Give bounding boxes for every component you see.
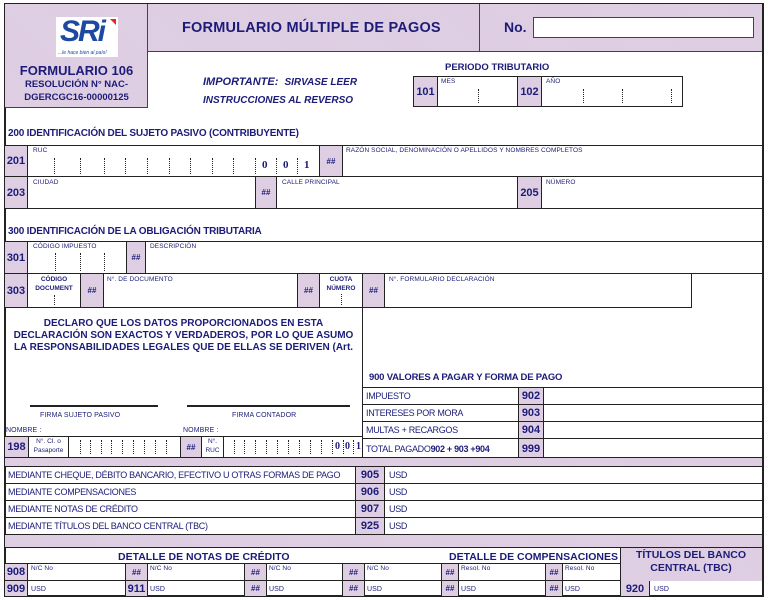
- ruc-c-sep-11: [343, 440, 344, 454]
- usd-marker-3: ##: [244, 581, 267, 596]
- documento-code: 303: [5, 274, 28, 307]
- multas-label: MULTAS + RECARGOS: [366, 425, 458, 435]
- anio-code: 102: [517, 77, 542, 106]
- tbc-title: [620, 549, 762, 575]
- payment-label-925: MEDIANTE TÍTULOS DEL BANCO CENTRAL (TBC): [5, 518, 356, 534]
- resolution-line1: RESOLUCIÓN N° NAC-: [24, 79, 129, 90]
- important-keyword: IMPORTANTE:: [203, 76, 279, 88]
- usd-marker-6: ##: [545, 581, 563, 596]
- payment-input-925[interactable]: [410, 519, 758, 533]
- payment-methods-table: [5, 467, 762, 535]
- descripcion-input[interactable]: [149, 254, 759, 272]
- sri-logo-text: SRi: [60, 15, 105, 48]
- resol-marker-2: ##: [545, 564, 563, 580]
- impuesto-input[interactable]: [547, 389, 759, 403]
- id-label-line1: N°. CI. o: [36, 438, 61, 445]
- resol-label-2: Resol. No: [565, 565, 595, 572]
- payment-label-905: MEDIANTE CHEQUE, DÉBITO BANCARIO, EFECTIVO U OTRAS FORMAS DE PAGO: [5, 467, 356, 483]
- usd-label-5: USD: [461, 586, 477, 593]
- nombre-contador-label: NOMBRE :: [183, 427, 219, 434]
- payment-input-907[interactable]: [410, 502, 758, 516]
- payment-row-907: [5, 501, 762, 518]
- cuota-sep: [341, 294, 342, 305]
- logo-accent-icon: [110, 19, 116, 25]
- form-decl-label: N°. FORMULARIO DECLARACIÓN: [389, 276, 495, 283]
- mes-code: 101: [414, 77, 438, 106]
- ciudad-label: CIUDAD: [33, 179, 59, 186]
- codigo-impuesto-code: 301: [5, 242, 28, 273]
- firma-sujeto-line[interactable]: [30, 405, 158, 407]
- code-909: 909: [5, 581, 28, 596]
- usd-input-911[interactable]: [168, 582, 242, 595]
- descripcion-label: DESCRIPCIÓN: [150, 243, 197, 250]
- declaration-line3: LA RESPONSABILIDADES LEGALES QUE DE ELLAS SE DERIVEN (Art.: [13, 342, 354, 353]
- nc-input-4[interactable]: [396, 565, 439, 579]
- periodo-title: PERIODO TRIBUTARIO: [445, 62, 550, 73]
- total-formula: 902 + 903 +904: [430, 443, 490, 454]
- usd-label-4: USD: [367, 586, 383, 593]
- numero-label: NÚMERO: [546, 179, 576, 186]
- firma-sujeto-label: FIRMA SUJETO PASIVO: [40, 412, 121, 419]
- payment-row-906: [5, 484, 762, 501]
- razon-label: RAZÓN SOCIAL, DENOMINACIÓN O APELLIDOS Y NOMBRES COMPLETOS: [346, 147, 583, 154]
- payment-code-906: 906: [356, 484, 385, 500]
- form-decl-marker: ##: [363, 274, 385, 307]
- usd-input-909[interactable]: [48, 582, 123, 595]
- separator-band-2: [5, 535, 762, 548]
- payment-row-925: [5, 518, 762, 535]
- nc-input-3[interactable]: [298, 565, 340, 579]
- declaration-text: [5, 318, 362, 354]
- anio-input[interactable]: [545, 86, 681, 104]
- form-title: FORMULARIO MÚLTIPLE DE PAGOS: [182, 20, 441, 36]
- declaration-line1: DECLARO QUE LOS DATOS PROPORCIONADOS EN ESTA: [43, 318, 324, 329]
- numero-code: 205: [517, 177, 542, 208]
- intereses-label: INTERESES POR MORA: [366, 408, 464, 418]
- usd-input-6[interactable]: [583, 582, 618, 595]
- code-911: 911: [125, 581, 148, 596]
- resol-input-2[interactable]: [603, 565, 618, 579]
- payment-row-905: [5, 467, 762, 484]
- nc-label-3: N/C No: [269, 565, 291, 572]
- ruc-c-digit-0b: 0: [345, 441, 350, 452]
- tbc-title-line2: CENTRAL (TBC): [650, 562, 732, 574]
- section-900-table: [363, 387, 762, 458]
- nc-marker-3: ##: [244, 564, 267, 580]
- cuota-line2: NÚMERO: [326, 285, 356, 292]
- form-name: FORMULARIO 106: [19, 63, 134, 78]
- ruc-c-digit-0a: 0: [335, 441, 340, 452]
- ruc-contador-input[interactable]: [226, 439, 330, 455]
- usd-label-1: USD: [31, 586, 47, 593]
- firma-contador-label: FIRMA CONTADOR: [232, 412, 297, 419]
- ruc-contador-marker: ##: [180, 437, 202, 457]
- total-code: 999: [518, 439, 544, 458]
- descripcion-marker: ##: [126, 242, 146, 273]
- row-902: [363, 387, 762, 404]
- notas-title: DETALLE DE NOTAS DE CRÉDITO: [118, 551, 290, 563]
- row-999: [363, 438, 762, 458]
- id-code: 198: [5, 437, 29, 457]
- ruc-contador-line1: N°.: [207, 438, 218, 445]
- calle-principal-input[interactable]: [280, 189, 516, 207]
- usd-input-5[interactable]: [479, 582, 543, 595]
- usd-label-3: USD: [269, 586, 285, 593]
- payment-label-906: MEDIANTE COMPENSACIONES: [5, 484, 356, 500]
- intereses-code: 903: [518, 405, 544, 421]
- usd-input-3[interactable]: [287, 582, 340, 595]
- ruc-digit-1: 1: [304, 159, 310, 171]
- calle-label: CALLE PRINCIPAL: [282, 179, 340, 186]
- payment-currency-907: USD: [389, 504, 408, 514]
- section-200-title: 200 IDENTIFICACIÓN DEL SUJETO PASIVO (CONTRIBUYENTE): [8, 128, 299, 139]
- formulario-declaracion-input[interactable]: [388, 287, 688, 305]
- ruc-sep-11: [276, 158, 277, 174]
- usd-label-2: USD: [150, 586, 166, 593]
- important-label: [203, 76, 357, 88]
- nc-input-1[interactable]: [60, 565, 123, 579]
- ruc-c-sep-10: [332, 440, 333, 454]
- total-input[interactable]: [547, 441, 759, 456]
- codigo-doc-line1: CÓDIGO: [40, 276, 68, 283]
- compensaciones-title: DETALLE DE COMPENSACIONES: [449, 551, 618, 563]
- codigo-documento-label: [28, 275, 80, 293]
- resol-input-1[interactable]: [500, 565, 543, 579]
- ruc-sep-10: [255, 158, 256, 174]
- section-300-title: 300 IDENTIFICACIÓN DE LA OBLIGACIÓN TRIBUTARIA: [8, 226, 262, 237]
- nombre-sujeto-label: NOMBRE :: [6, 427, 42, 434]
- ruc-contador-label: [202, 437, 224, 457]
- ruc-code: 201: [5, 146, 28, 176]
- firma-contador-line[interactable]: [187, 405, 350, 407]
- separator-band-1: [5, 457, 762, 467]
- id-label-line2: Pasaporte: [33, 447, 64, 454]
- calle-marker: ##: [255, 177, 277, 208]
- mes-label: MES: [441, 78, 456, 85]
- codigo-impuesto-label: CÓDIGO IMPUESTO: [33, 243, 97, 250]
- resolution-line2: DGERCGC16-00000125: [24, 92, 129, 103]
- ciudad-input[interactable]: [31, 189, 253, 207]
- ciudad-code: 203: [5, 177, 28, 208]
- cuota-line1: CUOTA: [329, 276, 353, 283]
- cuota-label: [320, 275, 362, 293]
- nc-input-2[interactable]: [180, 565, 242, 579]
- codigo-doc-line2: DOCUMENT: [35, 285, 73, 292]
- nc-label-4: N/C No: [367, 565, 389, 572]
- anio-label: AÑO: [546, 78, 561, 85]
- usd-input-4[interactable]: [385, 582, 439, 595]
- numero-input[interactable]: [545, 189, 759, 207]
- resol-marker-1: ##: [441, 564, 459, 580]
- nc-marker-4: ##: [342, 564, 365, 580]
- ndoc-label: N°. DE DOCUMENTO: [107, 276, 173, 283]
- resol-label-1: Resol. No: [461, 565, 491, 572]
- payment-currency-925: USD: [389, 521, 408, 531]
- nc-marker-2: ##: [125, 564, 148, 580]
- payment-code-907: 907: [356, 501, 385, 517]
- multas-code: 904: [518, 422, 544, 438]
- multas-input[interactable]: [547, 423, 759, 437]
- payment-input-905[interactable]: [410, 468, 758, 482]
- ruc-digit-0b: 0: [283, 159, 289, 171]
- total-label-text: TOTAL PAGADO: [366, 443, 431, 454]
- usd-label-tbc: USD: [654, 586, 670, 593]
- ruc-contador-line2: RUC: [205, 447, 220, 454]
- tbc-title-line1: TÍTULOS DEL BANCO: [635, 549, 747, 561]
- cuota-marker: ##: [297, 274, 320, 307]
- declaration-line2: DECLARACIÓN SON EXACTOS Y VERDADEROS, POR LO QUE ASUMO: [13, 330, 354, 341]
- important-text-2: INSTRUCCIONES AL REVERSO: [203, 95, 354, 106]
- mes-input[interactable]: [440, 86, 516, 104]
- razon-social-input[interactable]: [346, 157, 758, 175]
- codigo-doc-sep: [54, 295, 55, 305]
- impuesto-label: IMPUESTO: [366, 391, 411, 401]
- ndoc-marker: ##: [80, 274, 104, 307]
- ruc-sep-12: [297, 158, 298, 174]
- total-label: [363, 439, 518, 458]
- ruc-c-sep-12: [353, 440, 354, 454]
- cedula-pasaporte-input[interactable]: [71, 439, 179, 455]
- title-divider: [479, 4, 480, 52]
- payment-label-907: MEDIANTE NOTAS DE CRÉDITO: [5, 501, 356, 517]
- important-text: SIRVASE LEER: [284, 77, 358, 88]
- payment-currency-905: USD: [389, 470, 408, 480]
- form-number-input[interactable]: [533, 17, 754, 38]
- nc-label-1: N/C No: [31, 565, 53, 572]
- usd-marker-5: ##: [441, 581, 459, 596]
- payment-code-905: 905: [356, 467, 385, 483]
- sri-tagline: ...le hace bien al país!: [58, 50, 107, 56]
- row-904: [363, 421, 762, 438]
- code-920: 920: [620, 581, 650, 596]
- razon-marker: ##: [319, 146, 343, 176]
- payment-code-925: 925: [356, 518, 385, 534]
- sri-logo: [56, 17, 118, 57]
- numero-documento-input[interactable]: [106, 287, 296, 305]
- ruc-label: RUC: [33, 147, 48, 154]
- ruc-digit-0a: 0: [262, 159, 268, 171]
- ruc-input[interactable]: [31, 157, 255, 175]
- usd-input-920[interactable]: [672, 582, 758, 595]
- section-900-title: 900 VALORES A PAGAR Y FORMA DE PAGO: [369, 372, 563, 383]
- codigo-impuesto-input[interactable]: [31, 254, 125, 272]
- ruc-c-digit-1: 1: [356, 441, 361, 452]
- row-903: [363, 404, 762, 421]
- id-label: [29, 437, 69, 457]
- nc-label-2: N/C No: [150, 565, 172, 572]
- number-label: No.: [504, 19, 527, 35]
- intereses-input[interactable]: [547, 406, 759, 420]
- code-908: 908: [5, 564, 28, 580]
- usd-label-6: USD: [565, 586, 581, 593]
- usd-marker-4: ##: [342, 581, 365, 596]
- payment-currency-906: USD: [389, 487, 408, 497]
- impuesto-code: 902: [518, 388, 544, 404]
- payment-input-906[interactable]: [410, 485, 758, 499]
